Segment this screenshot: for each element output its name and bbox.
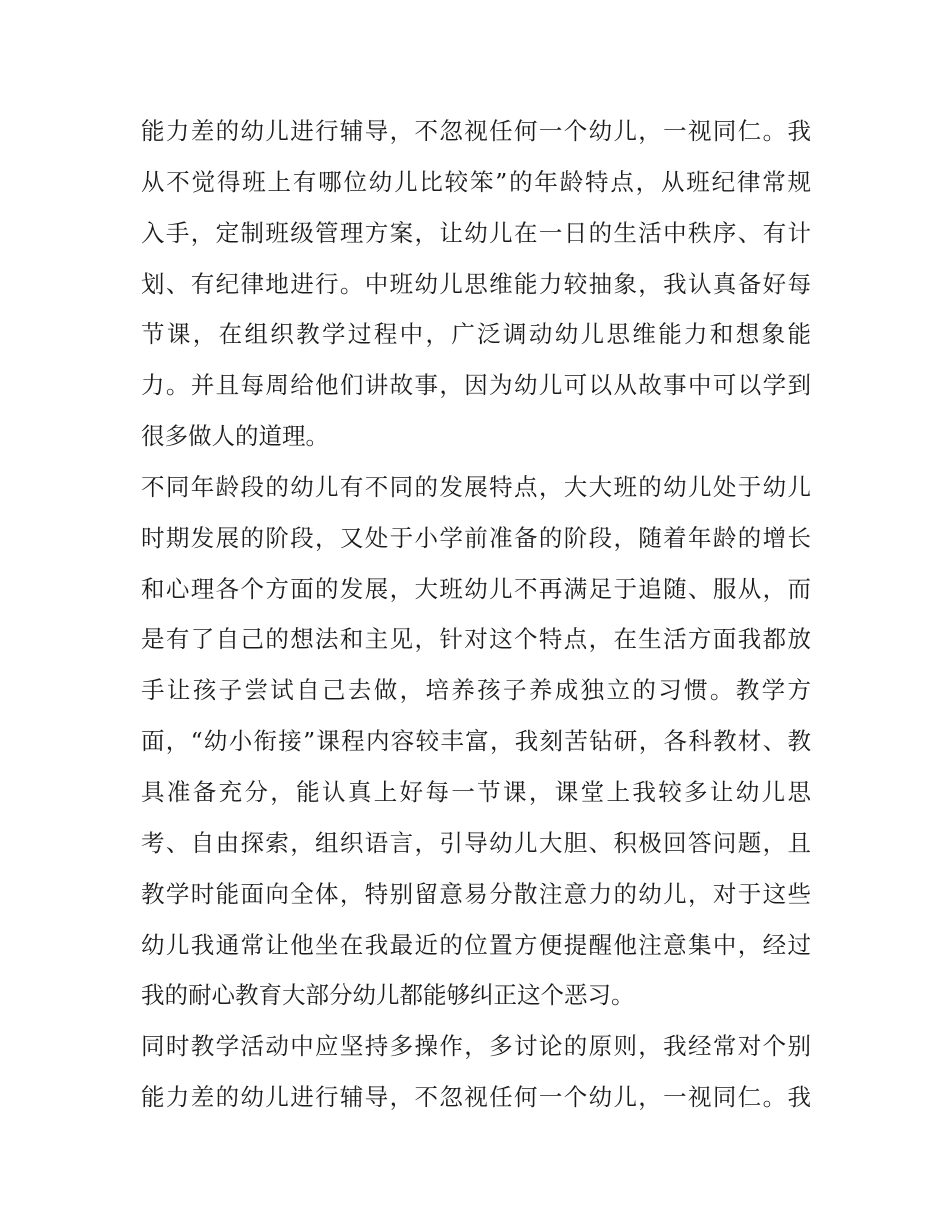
text-line: 入手，定制班级管理方案，让幼儿在一日的生活中秩序、有计	[141, 218, 811, 247]
text-line: 手让孩子尝试自己去做，培养孩子养成独立的习惯。教学方	[141, 676, 811, 705]
text-line: 具准备充分，能认真上好每一节课，课堂上我较多让幼儿思	[141, 777, 811, 806]
text-line: 教学时能面向全体，特别留意易分散注意力的幼儿，对于这些	[141, 879, 811, 908]
text-line: 节课，在组织教学过程中，广泛调动幼儿思维能力和想象能	[141, 320, 811, 349]
body-text	[141, 106, 811, 1123]
text-line: 很多做人的道理。	[141, 422, 329, 451]
text-line: 能力差的幼儿进行辅导，不忽视任何一个幼儿，一视同仁。我	[141, 117, 811, 145]
text-line: 幼儿我通常让他坐在我最近的位置方便提醒他注意集中，经过	[141, 930, 811, 959]
text-line: 从不觉得班上有哪位幼儿比较笨”的年龄特点，从班纪律常规	[141, 167, 811, 196]
text-line: 考、自由探索，组织语言，引导幼儿大胆、积极回答问题，且	[141, 828, 811, 857]
text-line: 和心理各个方面的发展，大班幼儿不再满足于追随、服从，而	[141, 574, 811, 603]
text-line: 不同年龄段的幼儿有不同的发展特点，大大班的幼儿处于幼儿	[141, 472, 811, 501]
text-line: 划、有纪律地进行。中班幼儿思维能力较抽象，我认真备好每	[141, 269, 811, 298]
text-line: 面，“幼小衔接”课程内容较丰富，我刻苦钻研，各科教材、教	[141, 727, 811, 756]
text-line: 时期发展的阶段，又处于小学前准备的阶段，随着年龄的增长	[141, 523, 811, 552]
text-line: 是有了自己的想法和主见，针对这个特点，在生活方面我都放	[141, 625, 811, 654]
text-line: 力。并且每周给他们讲故事，因为幼儿可以从故事中可以学到	[141, 371, 811, 400]
text-line: 我的耐心教育大部分幼儿都能够纠正这个恶习。	[141, 981, 635, 1010]
text-line: 能力差的幼儿进行辅导，不忽视任何一个幼儿，一视同仁。我	[141, 1083, 811, 1112]
text-line: 同时教学活动中应坚持多操作，多讨论的原则，我经常对个别	[141, 1032, 811, 1061]
